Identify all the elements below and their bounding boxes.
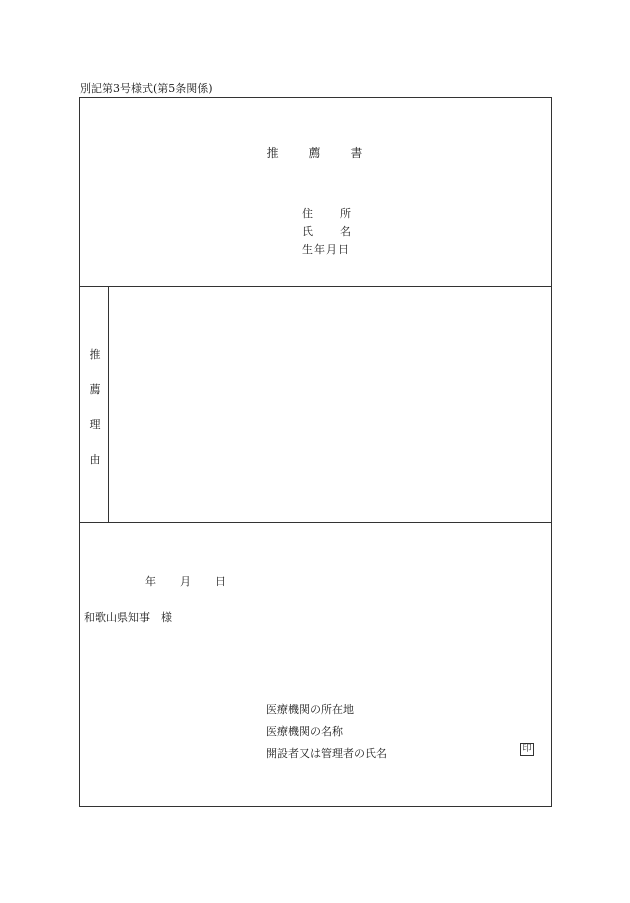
address-label-char: 所 [340, 207, 351, 220]
date-month-label: 月 [180, 575, 191, 588]
name-label-char: 氏 [302, 225, 313, 238]
institution-name-label: 医療機関の名称 [266, 725, 343, 738]
form-label: 別記第3号様式(第5条関係) [80, 82, 213, 95]
section-divider-top [79, 286, 552, 287]
founder-name-label: 開設者又は管理者の氏名 [266, 747, 387, 760]
date-day-label: 日 [215, 575, 226, 588]
address-label-char: 住 [302, 207, 313, 220]
name-label [302, 223, 351, 239]
reason-column-divider [108, 286, 109, 523]
title-char: 推 [266, 146, 280, 160]
reason-label-char: 薦 [89, 383, 101, 396]
title-char: 薦 [308, 146, 322, 160]
title-char: 書 [350, 146, 364, 160]
reason-label-char: 理 [89, 418, 101, 431]
addressee: 和歌山県知事 様 [84, 611, 172, 624]
reason-label-char: 推 [89, 348, 101, 361]
section-divider-bottom [79, 522, 552, 523]
address-label [302, 205, 351, 221]
date-year-label: 年 [145, 575, 156, 588]
birthdate-label: 生年月日 [302, 243, 350, 256]
institution-location-label: 医療機関の所在地 [266, 703, 354, 716]
document-title [0, 144, 630, 161]
reason-label-char: 由 [89, 453, 101, 466]
name-label-char: 名 [340, 225, 351, 238]
seal-icon: 印 [520, 743, 534, 756]
